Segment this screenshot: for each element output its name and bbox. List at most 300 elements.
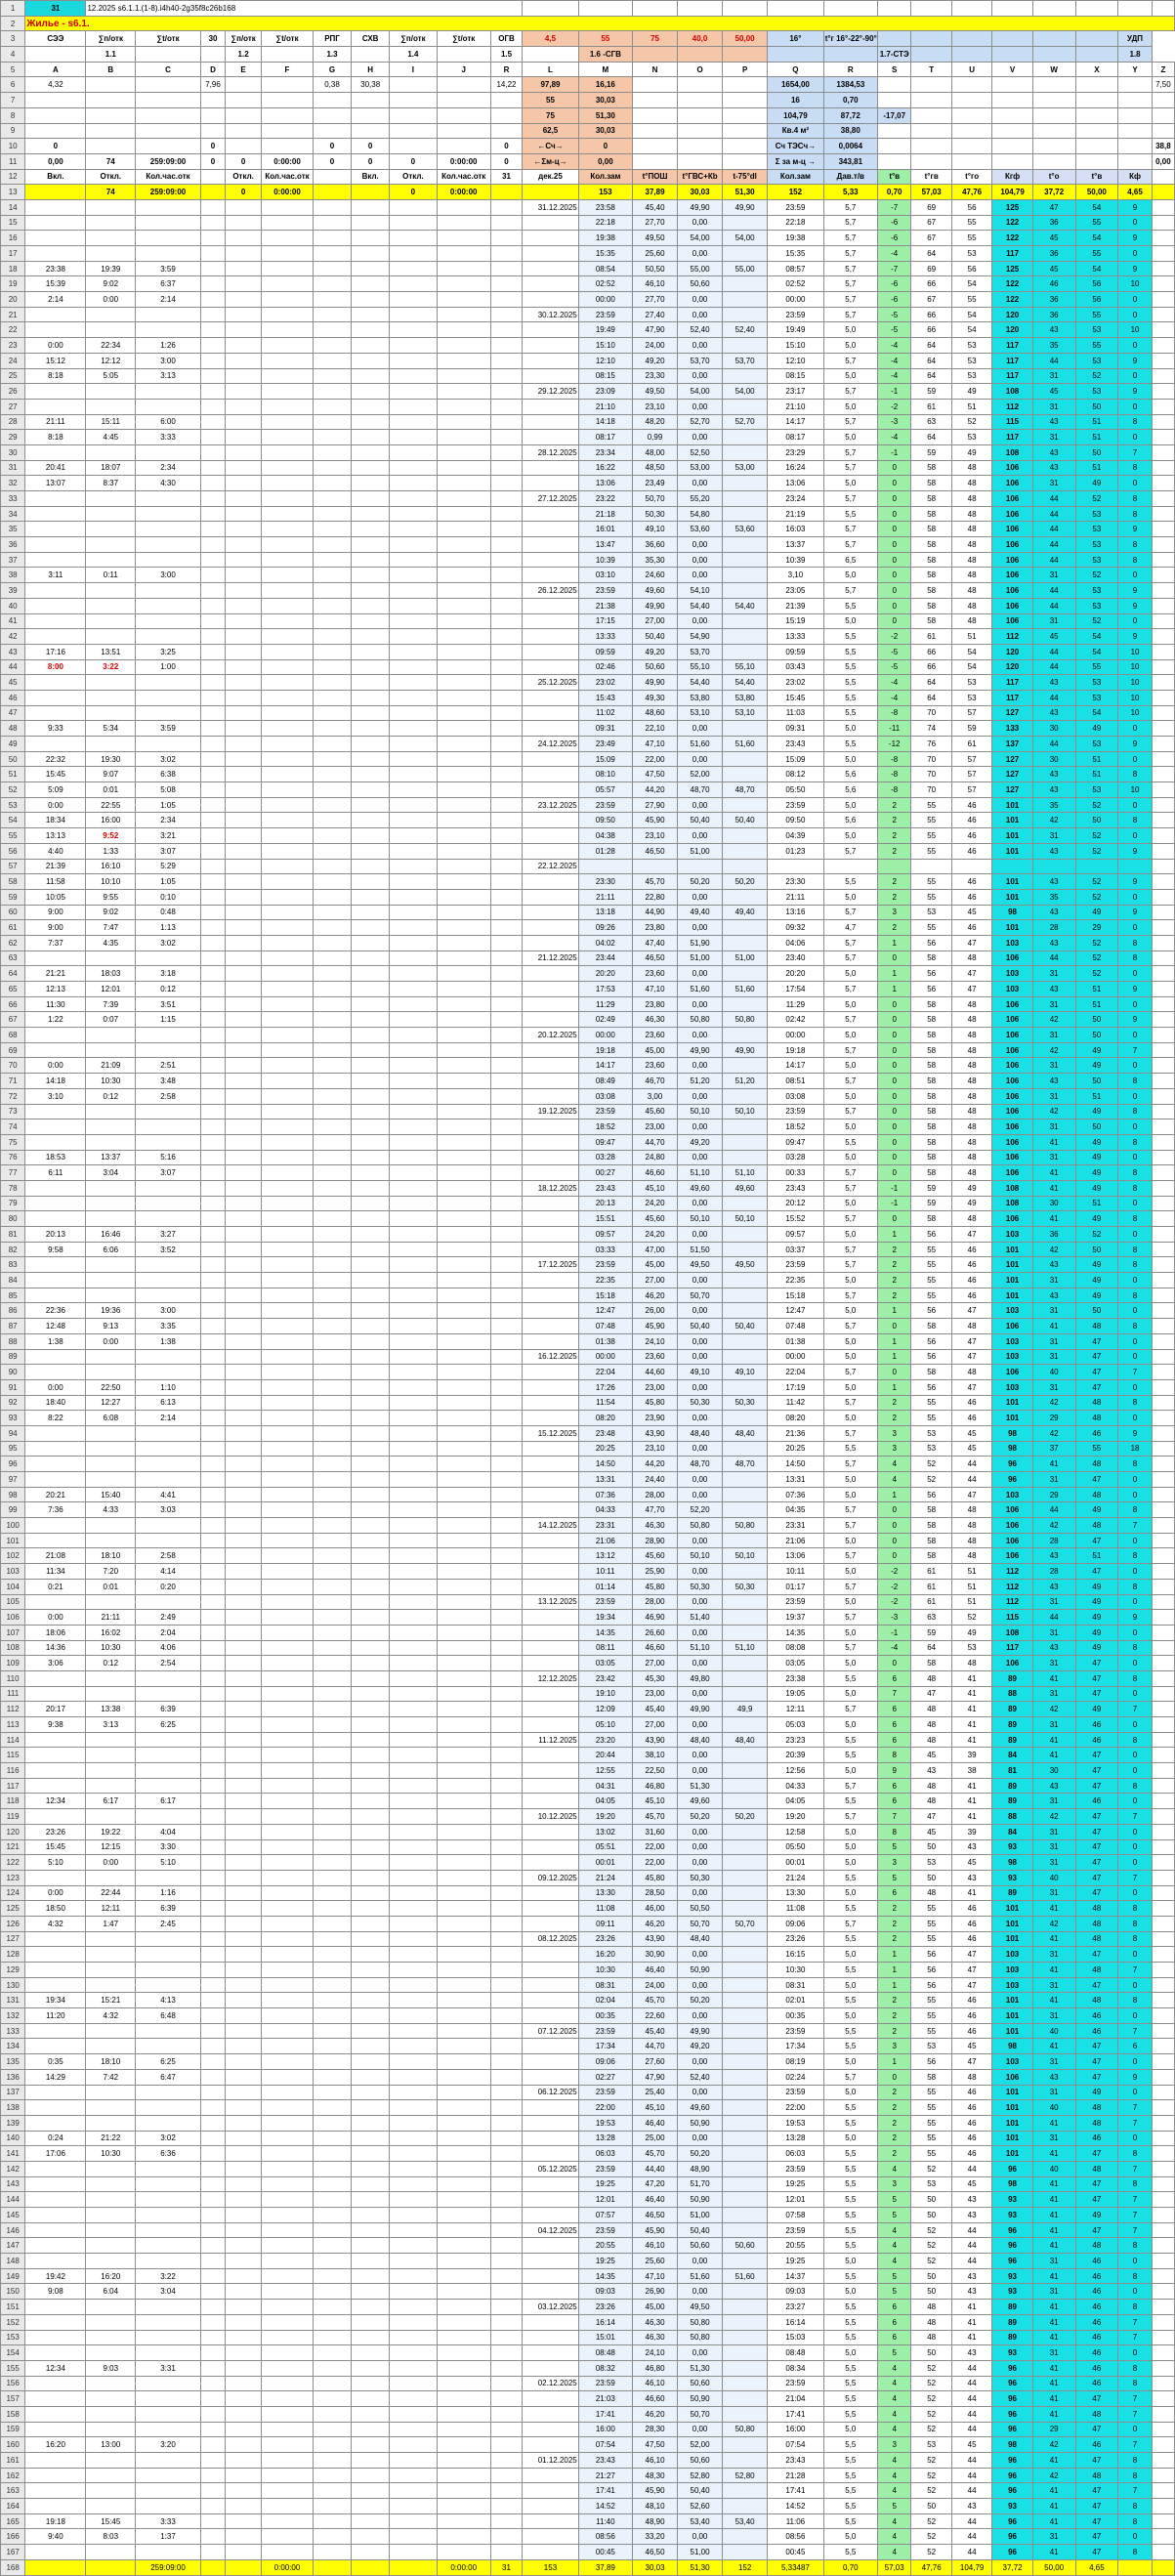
cell[interactable]: 23,60 [633,966,678,982]
cell[interactable] [1152,1134,1174,1150]
cell[interactable]: 9 [877,1763,911,1779]
cell[interactable] [262,77,314,93]
cell[interactable] [437,813,490,828]
cell[interactable] [678,123,723,139]
cell[interactable] [390,1273,437,1288]
cell[interactable] [490,199,522,215]
cell[interactable] [86,1670,136,1686]
cell[interactable] [390,1379,437,1395]
cell[interactable]: 53,60 [678,522,723,537]
cell[interactable]: 51,30 [723,185,768,200]
cell[interactable]: 0 [1118,568,1153,583]
cell[interactable]: 48,70 [678,1457,723,1472]
cell[interactable] [313,1778,351,1794]
cell[interactable]: 4:45 [86,430,136,445]
cell[interactable]: ∑t/отк [437,31,490,47]
cell[interactable]: 3:48 [136,1074,201,1089]
cell[interactable]: 19:37 [768,1610,824,1626]
cell[interactable]: 9:00 [25,905,86,920]
cell[interactable] [490,1395,522,1411]
cell[interactable]: 30,38 [352,77,390,93]
cell[interactable]: 55 [911,1257,951,1273]
cell[interactable]: Кол.час.отк [136,169,201,185]
cell[interactable] [226,568,262,583]
cell[interactable]: 6 [877,1732,911,1748]
cell[interactable]: 104,79 [768,107,824,123]
cell[interactable]: 5,0 [823,2008,877,2024]
cell[interactable]: 04:38 [578,828,632,844]
cell[interactable] [723,629,768,645]
cell[interactable]: 08.12.2025 [523,1931,579,1947]
cell[interactable]: 31 [1032,1058,1075,1074]
cell[interactable] [723,797,768,813]
cell[interactable]: 45,80 [633,1579,678,1594]
cell[interactable]: -5 [877,659,911,675]
cell[interactable] [523,1778,579,1794]
cell[interactable] [1152,2131,1174,2146]
cell[interactable]: 0 [877,950,911,966]
cell[interactable]: 53 [951,338,991,354]
cell[interactable]: 5,7 [823,1042,877,1058]
cell[interactable]: 08:10 [578,767,632,782]
cell[interactable] [390,2176,437,2192]
cell[interactable] [1152,292,1174,308]
cell[interactable] [390,338,437,354]
cell[interactable]: 115 [992,414,1032,430]
cell[interactable] [262,1472,314,1488]
cell[interactable] [1152,1472,1174,1488]
cell[interactable]: 8 [1118,1548,1153,1564]
cell[interactable]: 0:00:00 [437,2559,490,2575]
cell[interactable]: 22:18 [768,215,824,231]
cell[interactable]: 4 [877,2453,911,2469]
cell[interactable] [1152,322,1174,338]
cell[interactable] [437,1809,490,1825]
cell[interactable]: 22:34 [86,338,136,354]
cell[interactable] [1152,1028,1174,1043]
cell[interactable]: 41 [1032,1165,1075,1181]
cell[interactable] [1152,767,1174,782]
cell[interactable] [25,1533,86,1548]
cell[interactable]: 51 [1075,751,1118,767]
cell[interactable] [226,2284,262,2300]
cell[interactable]: 25,60 [633,2254,678,2269]
cell[interactable] [352,598,390,613]
cell[interactable] [136,583,201,599]
cell[interactable] [390,966,437,982]
cell[interactable] [523,2284,579,2300]
cell[interactable]: R [490,62,522,77]
cell[interactable]: 5,7 [823,384,877,400]
cell[interactable]: 101 [992,813,1032,828]
cell[interactable] [390,2008,437,2024]
cell[interactable]: 48,40 [678,1931,723,1947]
cell[interactable]: 20:39 [768,1748,824,1763]
cell[interactable] [390,1180,437,1196]
cell[interactable] [25,1104,86,1119]
cell[interactable] [313,2284,351,2300]
cell[interactable] [86,1119,136,1135]
cell[interactable]: 0,00 [678,751,723,767]
cell[interactable] [262,1839,314,1855]
cell[interactable]: 01:17 [768,1579,824,1594]
cell[interactable] [951,77,991,93]
cell[interactable] [437,659,490,675]
cell[interactable] [200,1824,225,1839]
cell[interactable] [390,506,437,522]
cell[interactable]: 5,0 [823,1656,877,1671]
cell[interactable]: 0 [1118,1763,1153,1779]
cell[interactable]: 53 [1075,537,1118,553]
cell[interactable] [136,598,201,613]
cell[interactable] [262,1288,314,1303]
cell[interactable]: 22:44 [86,1885,136,1901]
cell[interactable] [437,1993,490,2008]
cell[interactable]: 26.12.2025 [523,583,579,599]
cell[interactable]: 10:39 [578,552,632,568]
cell[interactable]: 58 [911,996,951,1012]
cell[interactable] [1152,2268,1174,2284]
cell[interactable]: 57,03 [877,2559,911,2575]
cell[interactable]: 45,70 [633,1809,678,1825]
cell[interactable] [262,690,314,705]
cell[interactable]: 5,0 [823,338,877,354]
cell[interactable] [390,1411,437,1426]
cell[interactable] [262,2115,314,2131]
cell[interactable]: 21:11 [578,889,632,905]
cell[interactable]: 52,40 [678,2069,723,2085]
cell[interactable] [352,1548,390,1564]
cell[interactable]: 12:55 [578,1763,632,1779]
cell[interactable]: 12:12 [86,353,136,368]
cell[interactable] [1032,107,1075,123]
cell[interactable] [313,1993,351,2008]
cell[interactable] [390,276,437,292]
cell[interactable]: 52 [911,1472,951,1488]
cell[interactable]: 46 [951,813,991,828]
cell[interactable] [490,2131,522,2146]
cell[interactable] [226,1640,262,1656]
cell[interactable]: 5,0 [823,1625,877,1640]
cell[interactable]: 19:18 [25,2513,86,2529]
cell[interactable] [352,1150,390,1165]
cell[interactable]: 48 [951,996,991,1012]
cell[interactable]: 96 [992,2545,1032,2560]
cell[interactable] [490,1916,522,1931]
cell[interactable] [200,1150,225,1165]
cell[interactable] [262,2330,314,2345]
cell[interactable] [200,950,225,966]
cell[interactable]: 23:29 [768,444,824,460]
cell[interactable]: 49 [1075,1042,1118,1058]
cell[interactable]: 5,7 [823,2069,877,2085]
cell[interactable] [86,2208,136,2223]
cell[interactable] [226,1058,262,1074]
cell[interactable]: 16.12.2025 [523,1349,579,1365]
cell[interactable] [1152,598,1174,613]
cell[interactable] [262,338,314,354]
cell[interactable] [437,491,490,507]
cell[interactable] [490,1425,522,1441]
cell[interactable] [390,859,437,874]
cell[interactable] [352,1732,390,1748]
cell[interactable]: 153 [523,2559,579,2575]
cell[interactable] [86,2115,136,2131]
cell[interactable]: 50 [1075,1303,1118,1319]
cell[interactable] [490,1502,522,1518]
cell[interactable] [1152,231,1174,246]
cell[interactable]: 7,50 [1152,77,1174,93]
cell[interactable]: 0,00 [678,2054,723,2070]
cell[interactable] [437,322,490,338]
cell[interactable]: 53,40 [678,2513,723,2529]
cell[interactable]: 43,90 [633,1931,678,1947]
cell[interactable] [1152,1855,1174,1871]
cell[interactable]: 5,0 [823,2529,877,2545]
cell[interactable]: 50,40 [678,813,723,828]
cell[interactable] [1152,2146,1174,2162]
cell[interactable]: 5,7 [823,950,877,966]
cell[interactable]: 17:41 [578,2406,632,2422]
cell[interactable] [523,568,579,583]
cell[interactable]: 93 [992,2192,1032,2208]
cell[interactable]: 108 [992,1180,1032,1196]
cell[interactable] [86,199,136,215]
cell[interactable] [86,107,136,123]
cell[interactable]: 2:34 [136,460,201,476]
cell[interactable]: 09:59 [768,644,824,659]
cell[interactable] [523,276,579,292]
cell[interactable] [226,598,262,613]
cell[interactable] [523,1610,579,1626]
cell[interactable]: 122 [992,215,1032,231]
cell[interactable] [86,231,136,246]
row-header[interactable]: 164 [1,2499,25,2514]
cell[interactable]: 31 [1032,1150,1075,1165]
cell[interactable] [313,996,351,1012]
row-header[interactable]: 74 [1,1119,25,1135]
cell[interactable] [25,506,86,522]
cell[interactable] [1152,859,1174,874]
cell[interactable] [200,1993,225,2008]
cell[interactable]: 28,30 [633,2422,678,2437]
cell[interactable] [437,1487,490,1502]
cell[interactable]: 13:28 [578,2131,632,2146]
cell[interactable]: 76 [911,737,951,752]
cell[interactable]: 31 [1032,1977,1075,1993]
cell[interactable] [390,1472,437,1488]
cell[interactable] [352,874,390,890]
cell[interactable] [313,950,351,966]
cell[interactable]: 49,60 [678,1180,723,1196]
cell[interactable] [490,338,522,354]
cell[interactable] [226,1411,262,1426]
cell[interactable]: 41 [1032,2360,1075,2376]
cell[interactable] [1152,491,1174,507]
cell[interactable] [200,705,225,721]
cell[interactable] [86,537,136,553]
cell[interactable] [437,874,490,890]
cell[interactable]: 89 [992,1670,1032,1686]
cell[interactable]: 5,5 [823,2513,877,2529]
cell[interactable]: ∑п/отк [86,31,136,47]
cell[interactable]: 8 [1118,2146,1153,2162]
cell[interactable] [911,139,951,154]
cell[interactable] [490,2345,522,2361]
cell[interactable]: 1:26 [136,338,201,354]
cell[interactable] [437,950,490,966]
cell[interactable]: 133 [992,721,1032,737]
cell[interactable]: 53 [911,2176,951,2192]
cell[interactable] [633,859,678,874]
cell[interactable] [390,1993,437,2008]
cell[interactable] [86,77,136,93]
cell[interactable] [1152,2437,1174,2453]
cell[interactable]: 20:44 [578,1748,632,1763]
cell[interactable]: 31 [1032,1594,1075,1610]
cell[interactable]: 0 [1118,1273,1153,1288]
cell[interactable]: 0 [226,185,262,200]
cell[interactable]: 0 [1118,797,1153,813]
cell[interactable] [723,1824,768,1839]
cell[interactable] [226,996,262,1012]
cell[interactable]: 5,0 [823,1533,877,1548]
cell[interactable] [136,307,201,322]
row-header[interactable]: 168 [1,2559,25,2575]
cell[interactable]: 8 [1118,1104,1153,1119]
row-header[interactable]: 93 [1,1411,25,1426]
cell[interactable] [200,2008,225,2024]
cell[interactable] [723,506,768,522]
cell[interactable] [352,2161,390,2176]
cell[interactable]: t°в [877,169,911,185]
cell[interactable]: 50 [911,2192,951,2208]
cell[interactable] [352,966,390,982]
cell[interactable]: 01:23 [768,843,824,859]
row-header[interactable]: 31 [1,460,25,476]
cell[interactable] [226,2360,262,2376]
cell[interactable]: 7 [877,1809,911,1825]
cell[interactable]: 259:09:00 [136,153,201,169]
cell[interactable]: 3:20 [136,2437,201,2453]
cell[interactable]: 2 [877,2115,911,2131]
cell[interactable] [437,276,490,292]
cell[interactable] [313,1885,351,1901]
cell[interactable]: 43 [1032,1548,1075,1564]
cell[interactable]: 24,40 [633,1472,678,1488]
cell[interactable] [25,2545,86,2560]
cell[interactable]: 44 [951,2376,991,2391]
cell[interactable] [200,1855,225,1871]
cell[interactable] [437,2208,490,2223]
cell[interactable] [523,613,579,629]
cell[interactable]: 14:17 [768,414,824,430]
cell[interactable]: 31 [1032,1273,1075,1288]
cell[interactable] [1152,1977,1174,1993]
cell[interactable]: 58 [911,1134,951,1150]
cell[interactable]: 3:13 [86,1717,136,1733]
cell[interactable]: 50,60 [633,659,678,675]
cell[interactable]: 41 [1032,2391,1075,2407]
cell[interactable]: 5:16 [136,1150,201,1165]
cell[interactable]: 13:51 [86,644,136,659]
cell[interactable]: 0 [1118,1349,1153,1365]
cell[interactable] [1152,444,1174,460]
cell[interactable]: 0,00 [678,920,723,936]
cell[interactable] [226,828,262,844]
cell[interactable] [226,2100,262,2116]
cell[interactable]: 5,5 [823,2208,877,2223]
cell[interactable] [523,2513,579,2529]
cell[interactable] [200,782,225,798]
cell[interactable] [25,1778,86,1794]
cell[interactable]: 1654,00 [768,77,824,93]
cell[interactable]: 46 [951,2100,991,2116]
cell[interactable]: 0 [877,491,911,507]
cell[interactable] [723,1947,768,1963]
cell[interactable]: 0 [877,1028,911,1043]
cell[interactable] [490,1748,522,1763]
cell[interactable] [25,2222,86,2238]
cell[interactable] [136,2391,201,2407]
cell[interactable] [633,153,678,169]
cell[interactable]: 15:19 [768,613,824,629]
cell[interactable]: 18:52 [768,1119,824,1135]
cell[interactable] [136,537,201,553]
cell[interactable] [723,338,768,354]
cell[interactable] [490,1625,522,1640]
cell[interactable] [25,1196,86,1211]
row-header[interactable]: 109 [1,1656,25,1671]
cell[interactable] [226,2345,262,2361]
cell[interactable] [25,1977,86,1993]
cell[interactable]: 0 [1118,1717,1153,1733]
cell[interactable]: 0,00 [678,797,723,813]
cell[interactable] [437,2330,490,2345]
cell[interactable]: 49 [1075,1134,1118,1150]
cell[interactable] [313,2176,351,2192]
cell[interactable]: 108 [992,444,1032,460]
cell[interactable]: 16:14 [768,2314,824,2330]
cell[interactable]: -12 [877,737,911,752]
cell[interactable] [1152,1379,1174,1395]
cell[interactable]: 21:36 [768,1425,824,1441]
cell[interactable] [490,1579,522,1594]
cell[interactable] [437,1885,490,1901]
cell[interactable] [313,338,351,354]
cell[interactable]: 2:58 [136,1088,201,1104]
cell[interactable] [1152,1732,1174,1748]
cell[interactable]: 101 [992,2146,1032,2162]
cell[interactable]: 0:21 [25,1579,86,1594]
cell[interactable]: 6:00 [136,414,201,430]
cell[interactable]: 4 [877,2238,911,2254]
cell[interactable] [1152,1610,1174,1626]
cell[interactable] [25,2483,86,2499]
row-header[interactable]: 29 [1,430,25,445]
cell[interactable]: 11:08 [768,1901,824,1917]
cell[interactable]: 41 [1032,2330,1075,2345]
cell[interactable] [390,2360,437,2376]
cell[interactable]: 117 [992,430,1032,445]
cell[interactable] [1152,613,1174,629]
cell[interactable]: 0 [877,598,911,613]
cell[interactable] [523,966,579,982]
cell[interactable]: 46 [951,1257,991,1273]
cell[interactable] [25,2161,86,2176]
cell[interactable] [390,552,437,568]
cell[interactable]: РПГ [313,31,351,47]
